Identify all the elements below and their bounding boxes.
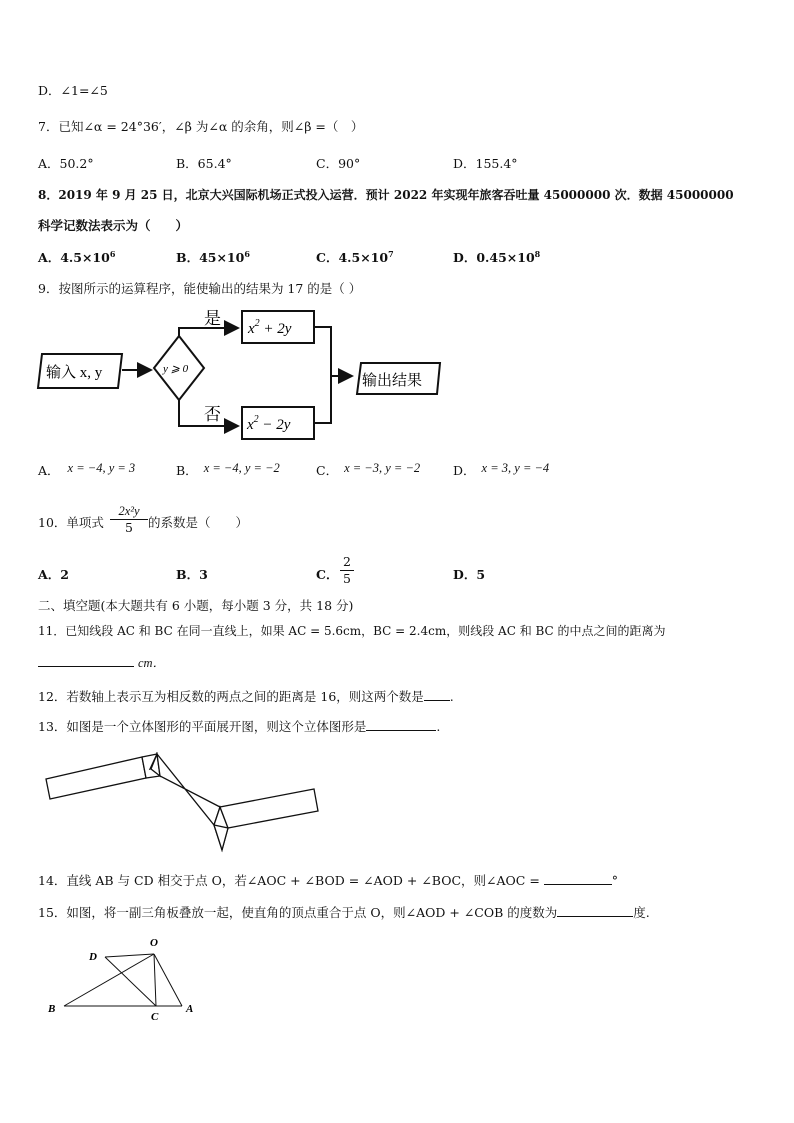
flow-decision <box>154 336 204 400</box>
q13-answer-blank[interactable] <box>366 718 436 731</box>
flow-condition: y ⩾ 0 <box>163 363 189 375</box>
line-bo <box>64 954 154 1006</box>
q11-stem: 11．已知线段 AC 和 BC 在同一直线上，如果 AC = 5.6cm，BC = 2.4cm，则线段 AC 和 BC 的中点之间的距离为 <box>38 624 666 638</box>
flow-yes-label: 是 <box>204 309 221 328</box>
q8-option-c: C．$4.5\times 10^7$ <box>316 248 394 265</box>
q14-answer-blank[interactable] <box>544 872 612 885</box>
q10-option-c-denominator: 5 <box>343 571 351 586</box>
q9-stem: 9．按图所示的运算程序，能使输出的结果为 17 的是（ ） <box>38 281 362 296</box>
q10-stem-prefix: 10．单项式 <box>38 515 104 530</box>
q7-stem: 7．已知∠α = 24°36′，∠β 为∠α 的余角，则∠β =（ ） <box>38 119 364 134</box>
q8-stem-line1: 8．2019 年 9 月 25 日，北京大兴国际机场正式投入运营．预计 2022 年实现年旅客吞吐量 45000000 次．数据 45000000 <box>38 188 734 202</box>
q8-stem-line2: 科学记数法表示为（ ） <box>38 218 189 233</box>
q8-option-d: D．$0.45\times 10^8$ <box>453 248 541 265</box>
q15-answer-blank[interactable] <box>557 904 633 917</box>
flow-input-box <box>38 354 122 388</box>
flow-arrow-yes <box>179 328 238 336</box>
q10-option-b: B．3 <box>176 567 208 582</box>
flow-bottom-expression-box <box>242 407 314 439</box>
flow-input-label: 输入 x, y <box>46 365 103 381</box>
q6-option-d: D．∠1=∠5 <box>38 83 108 98</box>
flow-no-label: 否 <box>204 405 221 424</box>
q12-stem: 12．若数轴上表示互为相反数的两点之间的距离是 16，则这两个数是 <box>38 689 424 704</box>
q7-option-b: B．65.4° <box>176 156 232 171</box>
q13-net-diagram <box>44 752 326 856</box>
q10-option-a: A．2 <box>38 567 69 582</box>
q13-line: 13．如图是一个立体图形的平面展开图，则这个立体图形是 . <box>38 719 441 734</box>
flow-bottom-expression: $x^2 - 2y$ <box>247 414 291 433</box>
net-left-face <box>46 757 146 799</box>
q14-line: 14．直线 AB 与 CD 相交于点 O，若∠AOC + ∠BOD = ∠AOD + ∠BOC，则∠AOC = ° <box>38 873 619 888</box>
line-oa <box>154 954 182 1006</box>
q10-option-c-numerator: 2 <box>340 554 354 571</box>
label-a: A <box>186 1003 194 1015</box>
q14-stem: 14．直线 AB 与 CD 相交于点 O，若∠AOC + ∠BOD = ∠AOD + ∠BOC，则∠AOC = <box>38 873 540 888</box>
label-c: C <box>151 1011 159 1023</box>
label-o: O <box>150 937 158 949</box>
q13-stem: 13．如图是一个立体图形的平面展开图，则这个立体图形是 <box>38 719 367 734</box>
flow-top-expression-box <box>242 311 314 343</box>
q8-option-b: B．$45\times 10^6$ <box>176 248 250 265</box>
q8-option-a: A．$4.5\times 10^6$ <box>38 248 116 265</box>
line-dc <box>105 957 156 1006</box>
q12-line: 12．若数轴上表示互为相反数的两点之间的距离是 16，则这两个数是 . <box>38 689 454 704</box>
q7-option-d: D．155.4° <box>453 156 518 171</box>
q15-line: 15．如图，将一副三角板叠放一起，使直角的顶点重合于点 O，则∠AOD + ∠COB 的度数为 度. <box>38 905 650 920</box>
q10-option-c: C． <box>316 567 339 582</box>
section2-title: 二、填空题(本大题共有 6 小题，每小题 3 分，共 18 分) <box>38 598 354 613</box>
label-b: B <box>48 1003 56 1015</box>
q15-stem: 15．如图，将一副三角板叠放一起，使直角的顶点重合于点 O，则∠AOD + ∠COB 的度数为 <box>38 905 558 920</box>
q7-option-c: C．90° <box>316 156 361 171</box>
q9-option-c: C． x = −3, y = −2 <box>316 461 421 478</box>
q11-answer-blank[interactable] <box>38 654 134 667</box>
label-d: D <box>89 951 97 963</box>
flow-top-expression: $x^2 + 2y$ <box>248 318 292 337</box>
line-do <box>105 954 154 957</box>
q10-fraction <box>110 503 148 536</box>
net-right-face <box>220 789 318 828</box>
q11-answer-line: cm． <box>38 654 165 672</box>
q9-flowchart <box>36 302 456 452</box>
flow-output-label: 输出结果 <box>362 373 423 389</box>
q10-fraction-denominator: 5 <box>125 520 133 535</box>
q9-option-b: B． x = −4, y = −2 <box>176 461 280 478</box>
flow-merge-line <box>314 327 331 423</box>
q9-option-a: A． x = −4, y = 3 <box>38 461 136 478</box>
q9-option-d: D． x = 3, y = −4 <box>453 461 550 478</box>
q15-triangles-diagram <box>42 932 212 1024</box>
net-corner <box>214 825 228 850</box>
line-oc <box>154 954 156 1006</box>
q7-option-a: A．50.2° <box>38 156 94 171</box>
q12-answer-blank[interactable] <box>424 688 450 701</box>
q10-option-d: D．5 <box>453 567 486 582</box>
flow-output-box <box>357 363 440 394</box>
net-diagonal-face <box>157 754 220 825</box>
q10-stem-suffix: 的系数是（ ） <box>148 515 249 530</box>
q10-fraction-numerator: 2x²y <box>110 503 148 520</box>
q10-option-c-fraction <box>340 554 354 587</box>
